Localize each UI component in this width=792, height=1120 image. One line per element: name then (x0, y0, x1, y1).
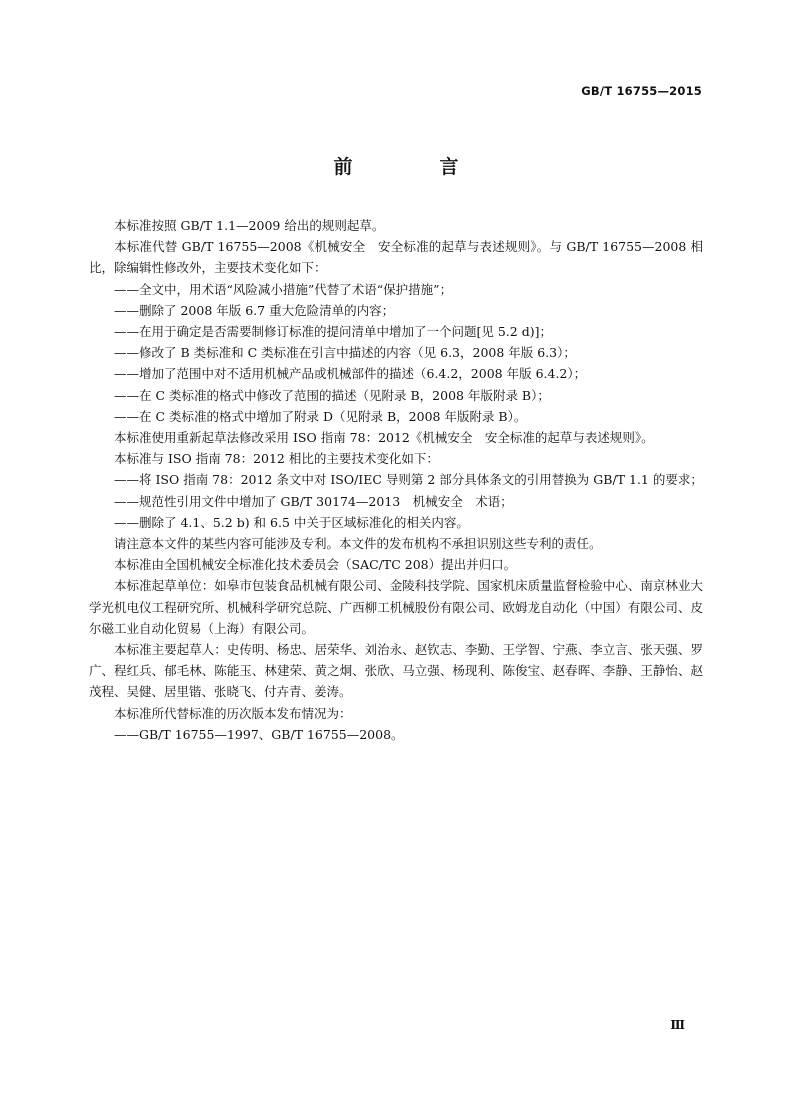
change-item: ——在 C 类标准的格式中修改了范围的描述（见附录 B，2008 年版附录 B）； (114, 387, 550, 403)
iso-change-item: ——将 ISO 指南 78：2012 条文中对 ISO/IEC 导则第 2 部分具体条文的引用替换为 GB/T 1.1 的要求； (114, 472, 703, 488)
change-item: ——删除了 2008 年版 6.7 重大危险清单的内容； (114, 302, 395, 318)
paragraph-drafters: 本标准主要起草人：史传明、杨忠、居荣华、刘治永、赵钦志、李勤、王学智、宁燕、李立言、张天强、罗广、程红兵、郁毛林、陈能玉、林建荣、黄之炯、张欣、马立强、杨现利、陈俊宝、赵春晖、李静、王静怡、赵茂程、吴健、居里锴、张晓飞、付卉青、姜涛。 (89, 642, 703, 700)
paragraph-replaces: 本标准代替 GB/T 16755—2008《机械安全 安全标准的起草与表述规则》。与 GB/T 16755—2008 相比，除编辑性修改外，主要技术变化如下： (89, 239, 703, 276)
paragraph-iso-changes: 本标准与 ISO 指南 78：2012 相比的主要技术变化如下： (114, 451, 439, 467)
paragraph-drafting-units: 本标准起草单位：如皋市包装食品机械有限公司、金陵科技学院、国家机床质量监督检验中心、南京林业大学光机电仪工程研究所、机械科学研究总院、广西柳工机械股份有限公司、欧姆龙自动化（中国）有限公司、皮尔磁工业自动化贸易（上海）有限公司。 (89, 578, 703, 636)
paragraph-committee: 本标准由全国机械安全标准化技术委员会（SAC/TC 208）提出并归口。 (114, 557, 517, 573)
page-number: Ⅲ (670, 1018, 685, 1032)
standard-code: GB/T 16755—2015 (581, 84, 702, 98)
history-item: ——GB/T 16755—1997、GB/T 16755—2008。 (114, 726, 404, 742)
iso-change-item: ——规范性引用文件中增加了 GB/T 30174—2013 机械安全 术语； (114, 493, 513, 509)
change-item: ——全文中，用术语“风险减小措施”代替了术语“保护措施”； (114, 281, 453, 297)
paragraph-history: 本标准所代替标准的历次版本发布情况为： (114, 705, 352, 721)
paragraph-patent-notice: 请注意本文件的某些内容可能涉及专利。本文件的发布机构不承担识别这些专利的责任。 (114, 536, 602, 552)
iso-change-item: ——删除了 4.1、5.2 b) 和 6.5 中关于区域标准化的相关内容。 (114, 514, 469, 530)
change-item: ——在 C 类标准的格式中增加了附录 D（见附录 B，2008 年版附录 B）。 (114, 408, 527, 424)
change-item: ——在用于确定是否需要制修订标准的提问清单中增加了一个问题[见 5.2 d)]； (114, 324, 552, 340)
paragraph-adoption: 本标准使用重新起草法修改采用 ISO 指南 78：2012《机械安全 安全标准的起草与表述规则》。 (114, 430, 654, 446)
paragraph-drafting-rules: 本标准按照 GB/T 1.1—2009 给出的规则起草。 (114, 218, 385, 233)
change-item: ——增加了范围中对不适用机械产品或机械部件的描述（6.4.2，2008 年版 6.4.2）； (114, 366, 587, 382)
page-title: 前 言 (333, 156, 493, 178)
foreword-body (89, 215, 703, 745)
change-item: ——修改了 B 类标准和 C 类标准在引言中描述的内容（见 6.3，2008 年版 6.3）； (114, 345, 576, 361)
